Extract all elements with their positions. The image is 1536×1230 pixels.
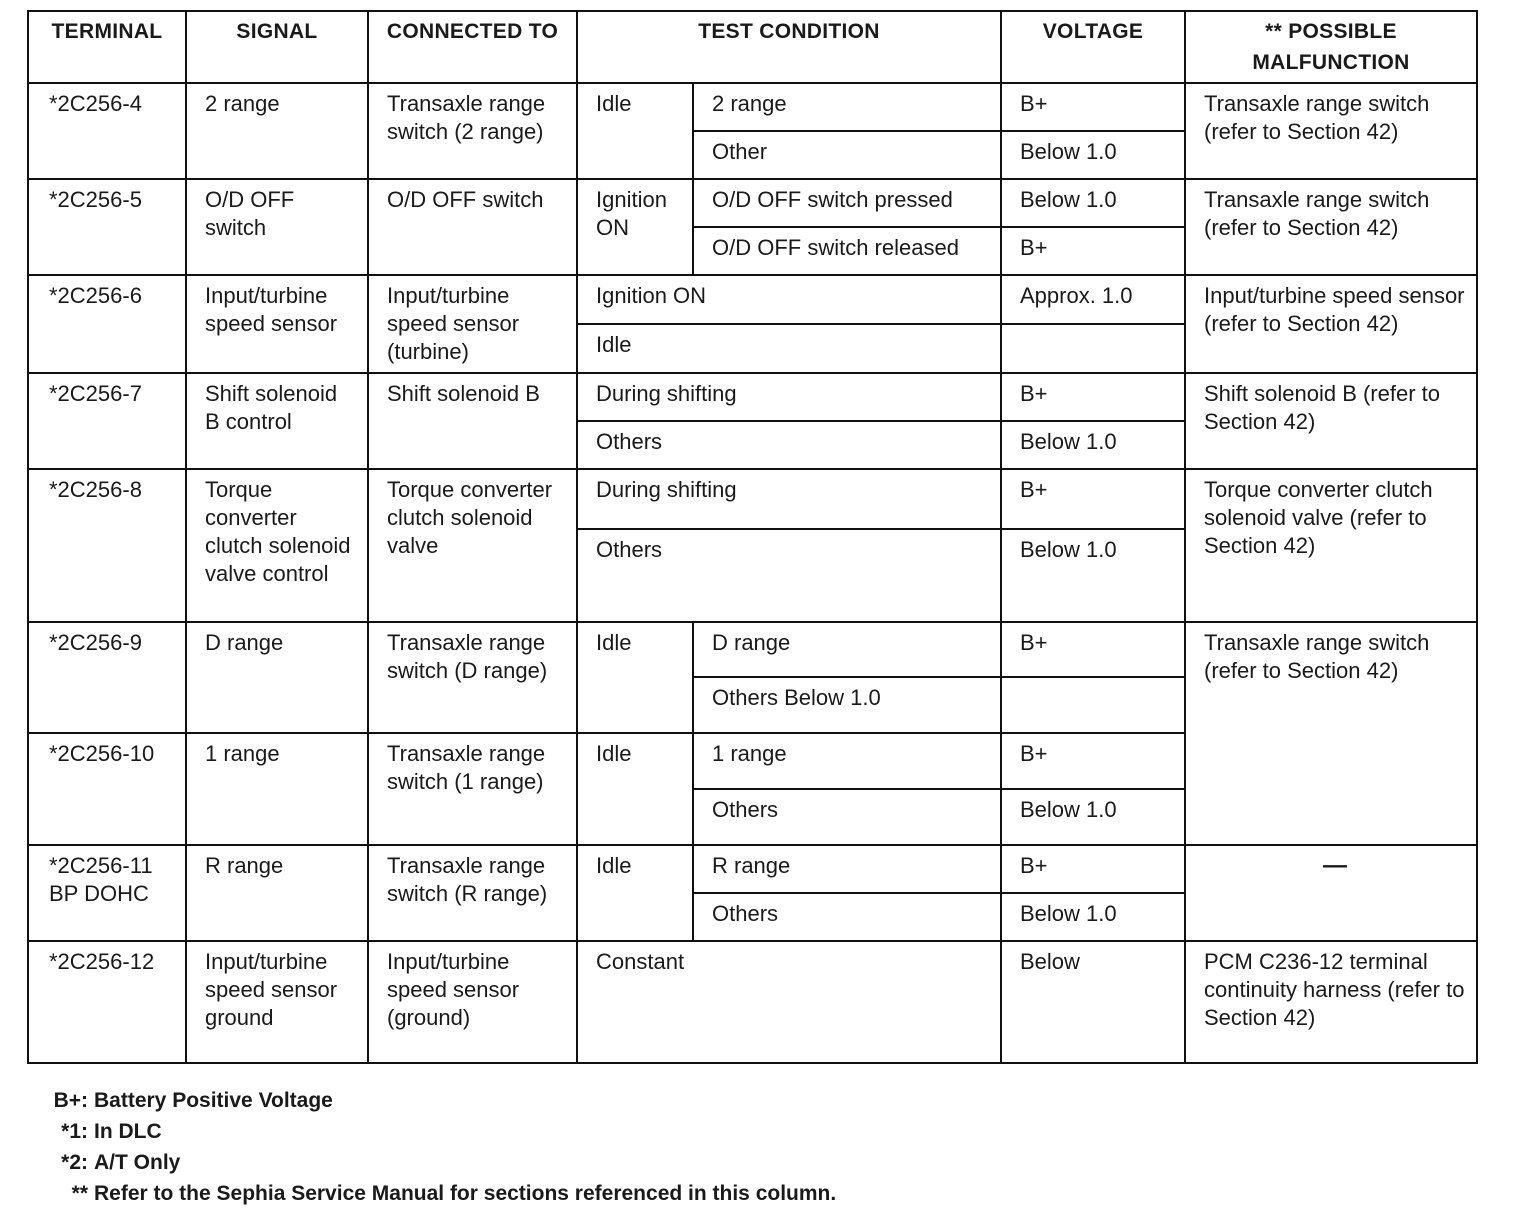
- voltage-cell: Below 1.0: [1001, 421, 1185, 469]
- subcondition-cell: O/D OFF switch released: [693, 227, 1001, 275]
- condition-cell: Others: [577, 421, 1001, 469]
- voltage-cell: [1001, 324, 1185, 373]
- connected-cell: O/D OFF switch: [368, 179, 577, 275]
- terminal-cell: *2C256-11 BP DOHC: [28, 845, 186, 941]
- subcondition-cell: 1 range: [693, 733, 1001, 789]
- footnote-b-plus: [30, 1085, 836, 1116]
- table-row: [28, 469, 1477, 529]
- signal-cell: Torque converter clutch solenoid valve control: [186, 469, 368, 622]
- terminal-cell: *2C256-8: [28, 469, 186, 622]
- header-connected-to: CONNECTED TO: [368, 11, 577, 83]
- footnote-text: Refer to the Sephia Service Manual for sections referenced in this column.: [94, 1182, 837, 1205]
- signal-cell: O/D OFF switch: [186, 179, 368, 275]
- footnote-1: [30, 1116, 836, 1147]
- voltage-cell: Below 1.0: [1001, 789, 1185, 845]
- condition-cell: Constant: [577, 941, 1001, 1063]
- connected-cell: Input/turbine speed sensor (ground): [368, 941, 577, 1063]
- condition-cell: Ignition ON: [577, 179, 693, 275]
- header-signal: SIGNAL: [186, 11, 368, 83]
- condition-cell: Idle: [577, 845, 693, 941]
- voltage-cell: B+: [1001, 733, 1185, 789]
- terminal-cell: *2C256-4: [28, 83, 186, 179]
- subcondition-cell: Others: [693, 893, 1001, 941]
- voltage-cell: Below 1.0: [1001, 893, 1185, 941]
- subcondition-cell: O/D OFF switch pressed: [693, 179, 1001, 227]
- malfunction-cell: —: [1185, 845, 1477, 941]
- voltage-cell: Below 1.0: [1001, 131, 1185, 179]
- subcondition-cell: R range: [693, 845, 1001, 893]
- subcondition-cell: Others Below 1.0: [693, 677, 1001, 733]
- condition-cell: Idle: [577, 324, 1001, 373]
- condition-cell: Idle: [577, 622, 693, 733]
- malfunction-cell: PCM C236-12 terminal continuity harness (refer to Section 42): [1185, 941, 1477, 1063]
- condition-cell: Ignition ON: [577, 275, 1001, 324]
- connected-cell: Input/turbine speed sensor (turbine): [368, 275, 577, 373]
- voltage-cell: [1001, 677, 1185, 733]
- malfunction-cell: Input/turbine speed sensor (refer to Section 42): [1185, 275, 1477, 373]
- malfunction-cell: Transaxle range switch (refer to Section 42): [1185, 83, 1477, 179]
- table-row: [28, 373, 1477, 421]
- terminal-cell: *2C256-6: [28, 275, 186, 373]
- voltage-cell: B+: [1001, 83, 1185, 131]
- signal-cell: D range: [186, 622, 368, 733]
- condition-cell: Others: [577, 529, 1001, 622]
- signal-cell: Input/turbine speed sensor ground: [186, 941, 368, 1063]
- header-row: [28, 11, 1477, 83]
- subcondition-cell: Other: [693, 131, 1001, 179]
- voltage-cell: B+: [1001, 469, 1185, 529]
- subcondition-cell: 2 range: [693, 83, 1001, 131]
- subcondition-cell: Others: [693, 789, 1001, 845]
- table-row: [28, 845, 1477, 893]
- terminal-cell: *2C256-12: [28, 941, 186, 1063]
- terminal-cell: *2C256-9: [28, 622, 186, 733]
- terminal-cell: *2C256-7: [28, 373, 186, 469]
- condition-cell: Idle: [577, 83, 693, 179]
- malfunction-cell: Transaxle range switch (refer to Section 42): [1185, 622, 1477, 845]
- voltage-cell: Approx. 1.0: [1001, 275, 1185, 324]
- voltage-cell: B+: [1001, 227, 1185, 275]
- voltage-cell: Below 1.0: [1001, 179, 1185, 227]
- header-voltage: VOLTAGE: [1001, 11, 1185, 83]
- footnote-text: Battery Positive Voltage: [94, 1089, 333, 1112]
- malfunction-cell: Torque converter clutch solenoid valve (refer to Section 42): [1185, 469, 1477, 622]
- terminal-voltage-table: [27, 10, 1478, 1064]
- connected-cell: Transaxle range switch (D range): [368, 622, 577, 733]
- footnote-text: In DLC: [94, 1120, 162, 1143]
- connected-cell: Torque converter clutch solenoid valve: [368, 469, 577, 622]
- terminal-cell: *2C256-10: [28, 733, 186, 845]
- header-possible-malfunction: ** POSSIBLE MALFUNCTION: [1185, 11, 1477, 83]
- footnote-key: *2:: [61, 1151, 88, 1174]
- malfunction-cell: Shift solenoid B (refer to Section 42): [1185, 373, 1477, 469]
- signal-cell: Shift solenoid B control: [186, 373, 368, 469]
- signal-cell: 1 range: [186, 733, 368, 845]
- connected-cell: Transaxle range switch (R range): [368, 845, 577, 941]
- voltage-cell: Below: [1001, 941, 1185, 1063]
- footnote-2: [30, 1147, 836, 1178]
- signal-cell: Input/turbine speed sensor: [186, 275, 368, 373]
- footnote-key: *1:: [61, 1120, 88, 1143]
- table-row: [28, 622, 1477, 677]
- condition-cell: During shifting: [577, 469, 1001, 529]
- header-test-condition: TEST CONDITION: [577, 11, 1001, 83]
- table-row: [28, 179, 1477, 227]
- signal-cell: R range: [186, 845, 368, 941]
- voltage-cell: B+: [1001, 373, 1185, 421]
- table-row: [28, 941, 1477, 1063]
- terminal-cell: *2C256-5: [28, 179, 186, 275]
- connected-cell: Transaxle range switch (1 range): [368, 733, 577, 845]
- footnote-text: A/T Only: [94, 1151, 181, 1174]
- header-terminal: TERMINAL: [28, 11, 186, 83]
- table-row: [28, 83, 1477, 131]
- footnote-key: B+:: [53, 1089, 88, 1112]
- footnotes: [30, 1085, 836, 1209]
- voltage-cell: B+: [1001, 845, 1185, 893]
- footnote-double-star: [30, 1178, 836, 1209]
- connected-cell: Shift solenoid B: [368, 373, 577, 469]
- signal-cell: 2 range: [186, 83, 368, 179]
- condition-cell: Idle: [577, 733, 693, 845]
- table-row: [28, 275, 1477, 324]
- condition-cell: During shifting: [577, 373, 1001, 421]
- connected-cell: Transaxle range switch (2 range): [368, 83, 577, 179]
- malfunction-cell: Transaxle range switch (refer to Section 42): [1185, 179, 1477, 275]
- footnote-key: **: [71, 1182, 88, 1205]
- voltage-cell: Below 1.0: [1001, 529, 1185, 622]
- subcondition-cell: D range: [693, 622, 1001, 677]
- voltage-cell: B+: [1001, 622, 1185, 677]
